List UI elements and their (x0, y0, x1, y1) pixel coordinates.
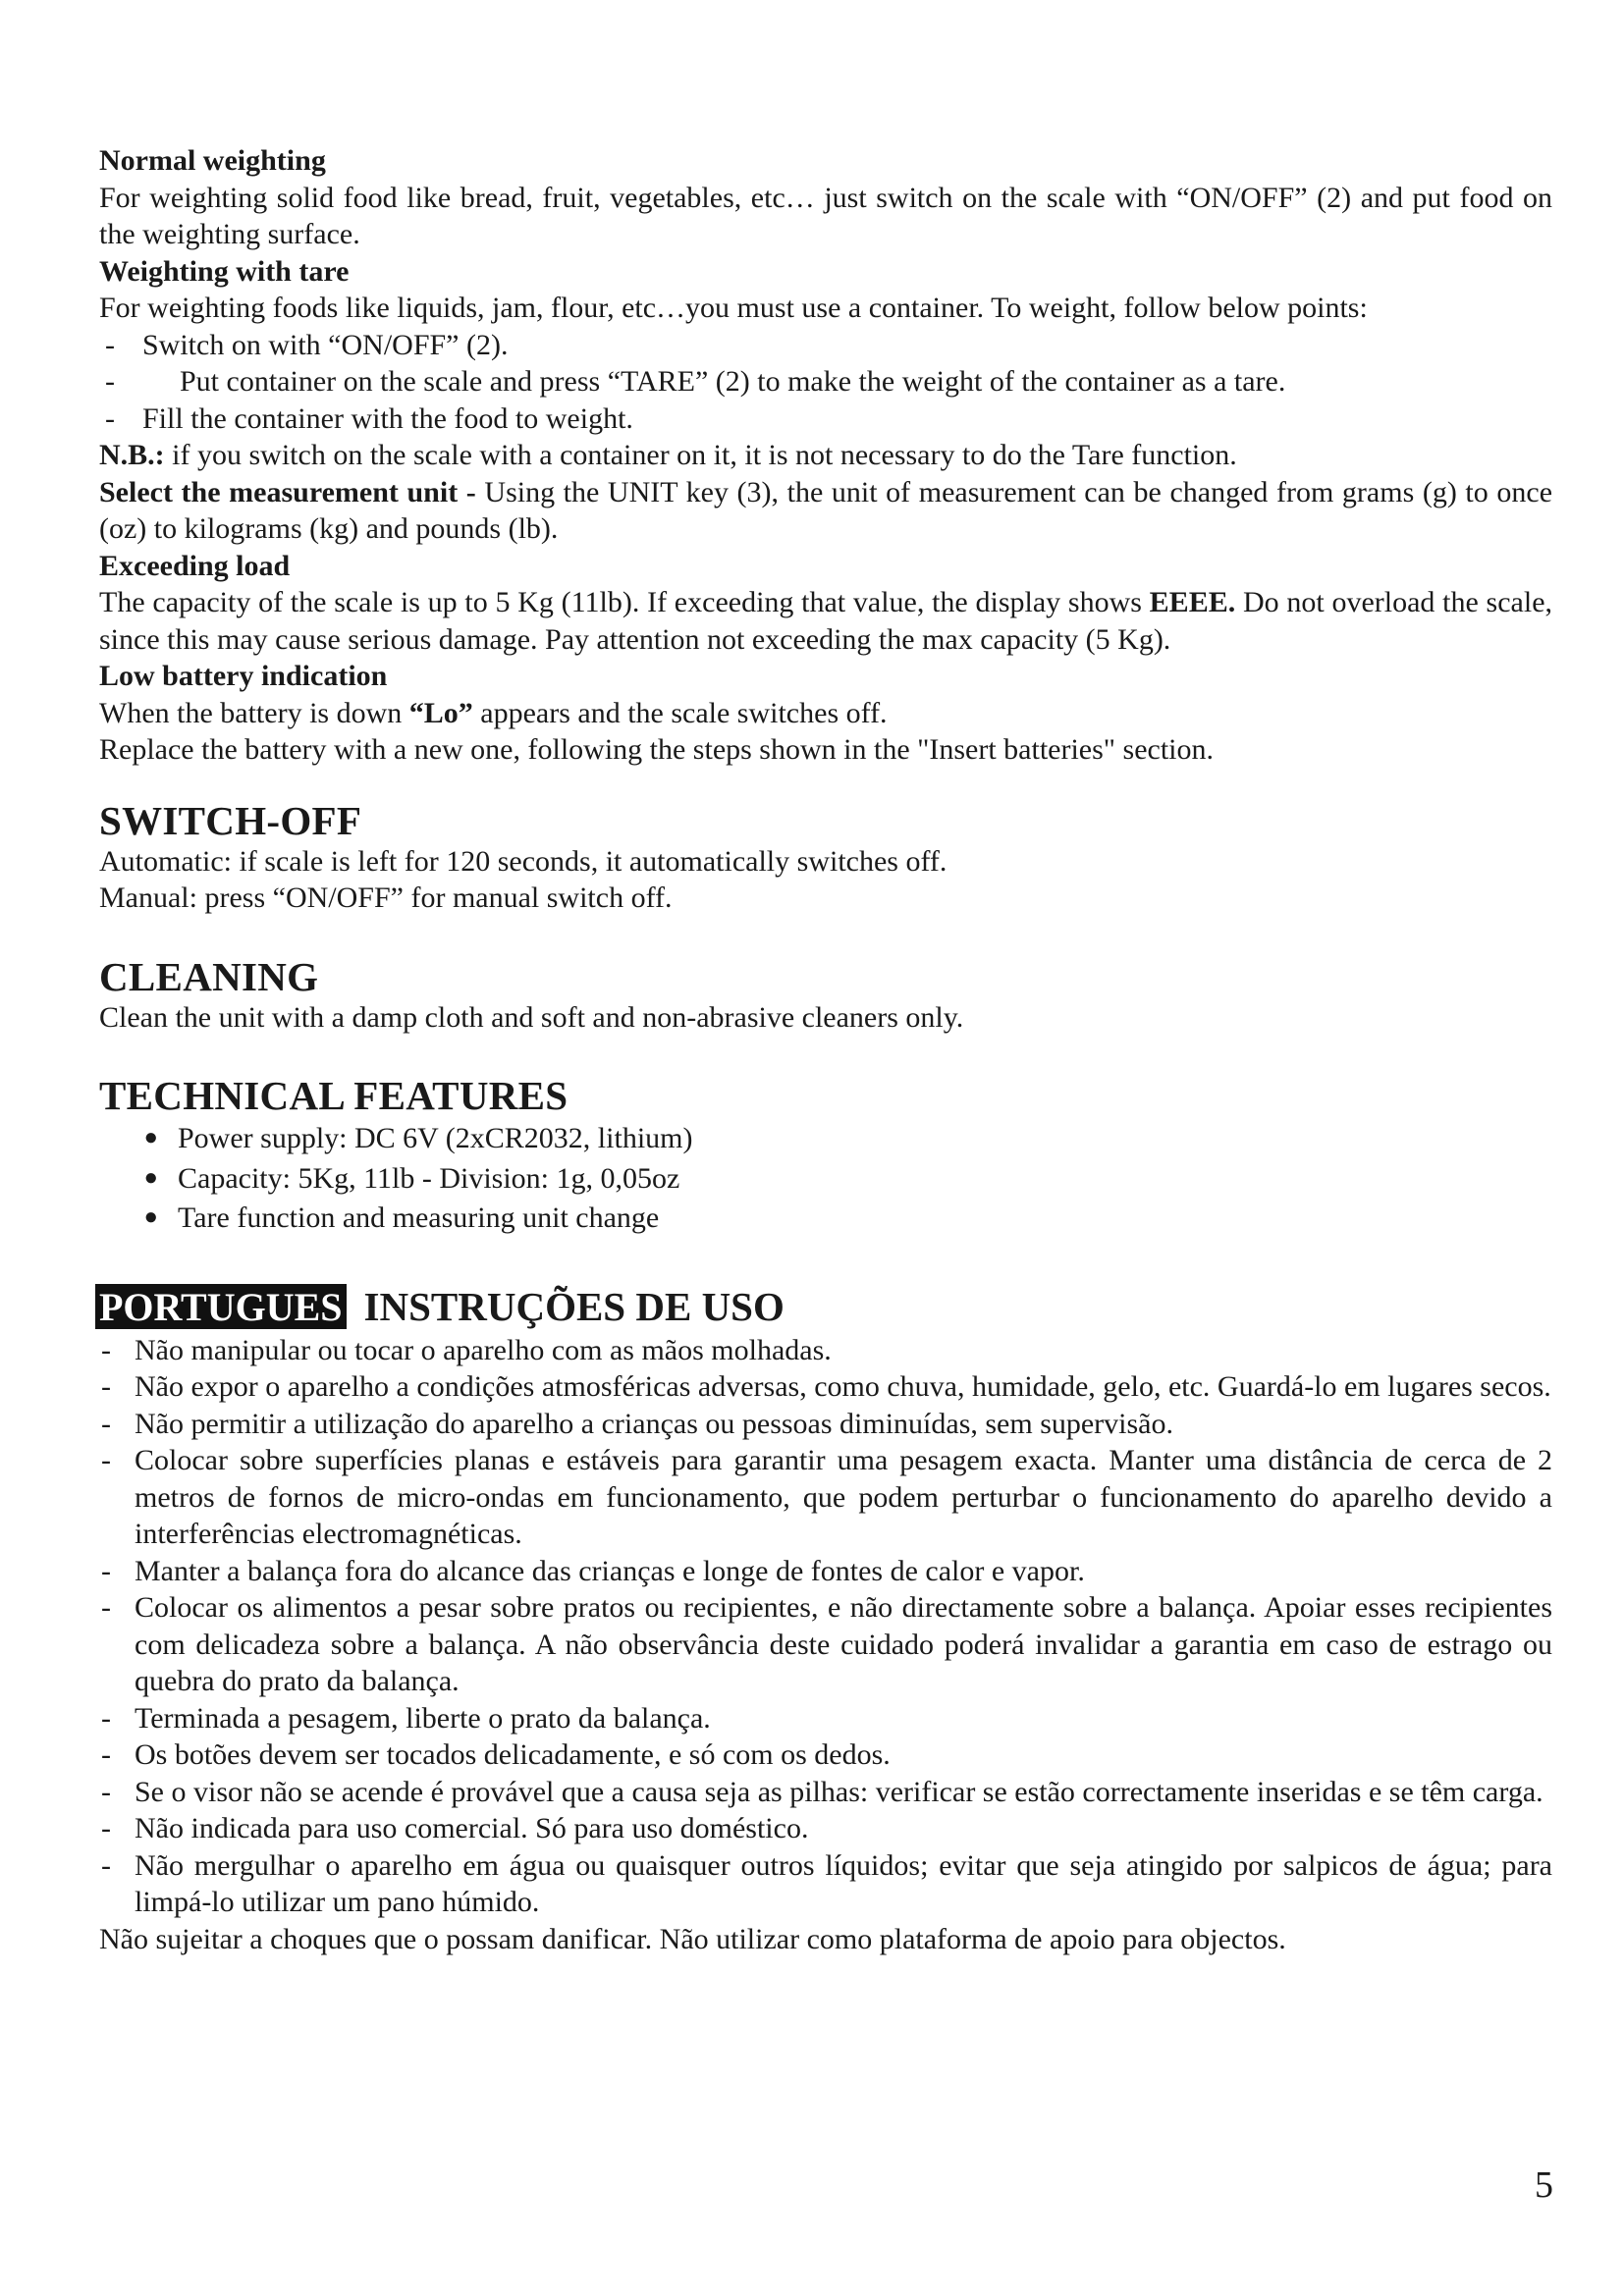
list-item: - Manter a balança fora do alcance das crianças e longe de fontes de calor e vapor. (99, 1553, 1552, 1590)
measurement-unit-paragraph (99, 474, 1552, 548)
list-item: - Se o visor não se acende é provável que a causa seja as pilhas: verificar se estão correctamente inseridas e se têm carga. (99, 1774, 1552, 1811)
bullet-icon: ● (143, 1164, 158, 1191)
switch-off-section (99, 798, 1552, 917)
exceeding-load-heading: Exceeding load (99, 549, 291, 582)
dash-marker: - (101, 1370, 111, 1403)
normal-weighting-text: For weighting solid food like bread, fruit, vegetables, etc… just switch on the scale with “ON/OFF” (2) and put food on the weighting surface. (99, 181, 1552, 250)
dash-marker: - (105, 401, 115, 435)
tare-step: - Fill the container with the food to weight. (99, 400, 1552, 438)
list-item: - Colocar sobre superfícies planas e estáveis para garantir uma pesagem exacta. Manter uma distância de cerca de 2 metros de fornos de micro-ondas em funcionamento, que podem perturbar o funcionamento do aparelho devido a interferências electromagnéticas. (99, 1442, 1552, 1553)
dash-marker: - (101, 1812, 111, 1844)
tare-step: - Put container on the scale and press “TARE” (2) to make the weight of the container as a tare. (99, 363, 1552, 400)
switch-off-line: Automatic: if scale is left for 120 seconds, it automatically switches off. (99, 844, 947, 878)
tare-heading: Weighting with tare (99, 254, 350, 288)
dash-marker: - (101, 1407, 111, 1440)
dash-marker: - (105, 365, 115, 398)
technical-features-heading: TECHNICAL FEATURES (99, 1073, 568, 1118)
portuguese-header (99, 1284, 1552, 1329)
dash-marker: - (101, 1848, 111, 1882)
tare-step: - Switch on with “ON/OFF” (2). (99, 327, 1552, 364)
cleaning-text: Clean the unit with a damp cloth and soft and non-abrasive cleaners only. (99, 1000, 964, 1034)
dash-marker: - (101, 1333, 111, 1366)
list-item: - Não indicada para uso comercial. Só para uso doméstico. (99, 1810, 1552, 1847)
cleaning-section (99, 954, 1552, 1037)
cleaning-heading: CLEANING (99, 953, 319, 999)
list-item: ● Capacity: 5Kg, 11lb - Division: 1g, 0,05oz (99, 1160, 1552, 1198)
nb-label: N.B.: (99, 439, 165, 471)
list-item: - Terminada a pesagem, liberte o prato da balança. (99, 1700, 1552, 1737)
manual-page (99, 142, 1552, 1957)
bullet-icon: ● (143, 1204, 158, 1230)
list-item: - Não permitir a utilização do aparelho a crianças ou pessoas diminuídas, sem supervisão. (99, 1406, 1552, 1443)
measurement-unit-label: Select the measurement unit - (99, 475, 476, 508)
list-item: - Não manipular ou tocar o aparelho com as mãos molhadas. (99, 1332, 1552, 1369)
portuguese-instructions (99, 1332, 1552, 1958)
low-battery-code: “Lo” (408, 696, 473, 729)
nb-note (99, 437, 1552, 474)
exceeding-load-text: The capacity of the scale is up to 5 Kg (11lb). If exceeding that value, the display shows EEEE. Do not overload the scale, since this may cause serious damage. Pay attention not exceeding the max capacity (5 Kg). (99, 586, 1553, 656)
list-item: - Colocar os alimentos a pesar sobre pratos ou recipientes, e não directamente sobre a balança. Apoiar esses recipientes com delicadeza sobre a balança. A não observância deste cuidado poderá invalidar a garantia em caso de estrago ou quebra do prato da balança. (99, 1589, 1552, 1700)
dash-marker: - (101, 1554, 111, 1587)
dash-marker: - (101, 1775, 111, 1808)
page-number: 5 (1535, 2164, 1553, 2206)
low-battery-replace: Replace the battery with a new one, following the steps shown in the "Insert batteries" section. (99, 733, 1215, 766)
list-item: - Não expor o aparelho a condições atmosféricas adversas, como chuva, humidade, gelo, etc. Guardá-lo em lugares secos. (99, 1368, 1552, 1406)
portuguese-title: INSTRUÇÕES DE USO (363, 1283, 785, 1329)
low-battery-heading: Low battery indication (99, 660, 388, 692)
error-code: EEEE. (1149, 586, 1236, 618)
dash-marker: - (101, 1591, 111, 1624)
list-item: ● Power supply: DC 6V (2xCR2032, lithium) (99, 1120, 1552, 1157)
tare-intro: For weighting foods like liquids, jam, flour, etc…you must use a container. To weight, follow below points: (99, 292, 1368, 324)
dash-marker: - (101, 1738, 111, 1771)
language-badge: PORTUGUES (95, 1284, 347, 1329)
switch-off-heading: SWITCH-OFF (99, 797, 362, 843)
technical-features-section (99, 1073, 1552, 1237)
switch-off-line: Manual: press “ON/OFF” for manual switch off. (99, 881, 673, 914)
dash-marker: - (101, 1444, 111, 1476)
list-item: - Os botões devem ser tocados delicadamente, e só com os dedos. (99, 1736, 1552, 1774)
normal-weighting-heading: Normal weighting (99, 144, 326, 177)
list-item: ● Tare function and measuring unit change (99, 1200, 1552, 1237)
dash-marker: - (105, 328, 115, 361)
portuguese-final-line: Não sujeitar a choques que o possam danificar. Não utilizar como plataforma de apoio para objectos. (99, 1922, 1286, 1955)
low-battery-line: When the battery is down “Lo” appears and the scale switches off. (99, 696, 888, 729)
nb-text: if you switch on the scale with a container on it, it is not necessary to do the Tare function. (164, 439, 1237, 471)
measurement-unit-text: Using the UNIT key (3), the unit of measurement can be changed from grams (g) to once (oz) to kilograms (kg) and pounds (lb). (99, 475, 1553, 545)
bullet-icon: ● (143, 1125, 158, 1150)
list-item: - Não mergulhar o aparelho em água ou quaisquer outros líquidos; evitar que seja atingido por salpicos de água; para limpá-lo utilizar um pano húmido. (99, 1847, 1552, 1921)
technical-features-list (99, 1120, 1552, 1237)
dash-marker: - (101, 1701, 111, 1735)
